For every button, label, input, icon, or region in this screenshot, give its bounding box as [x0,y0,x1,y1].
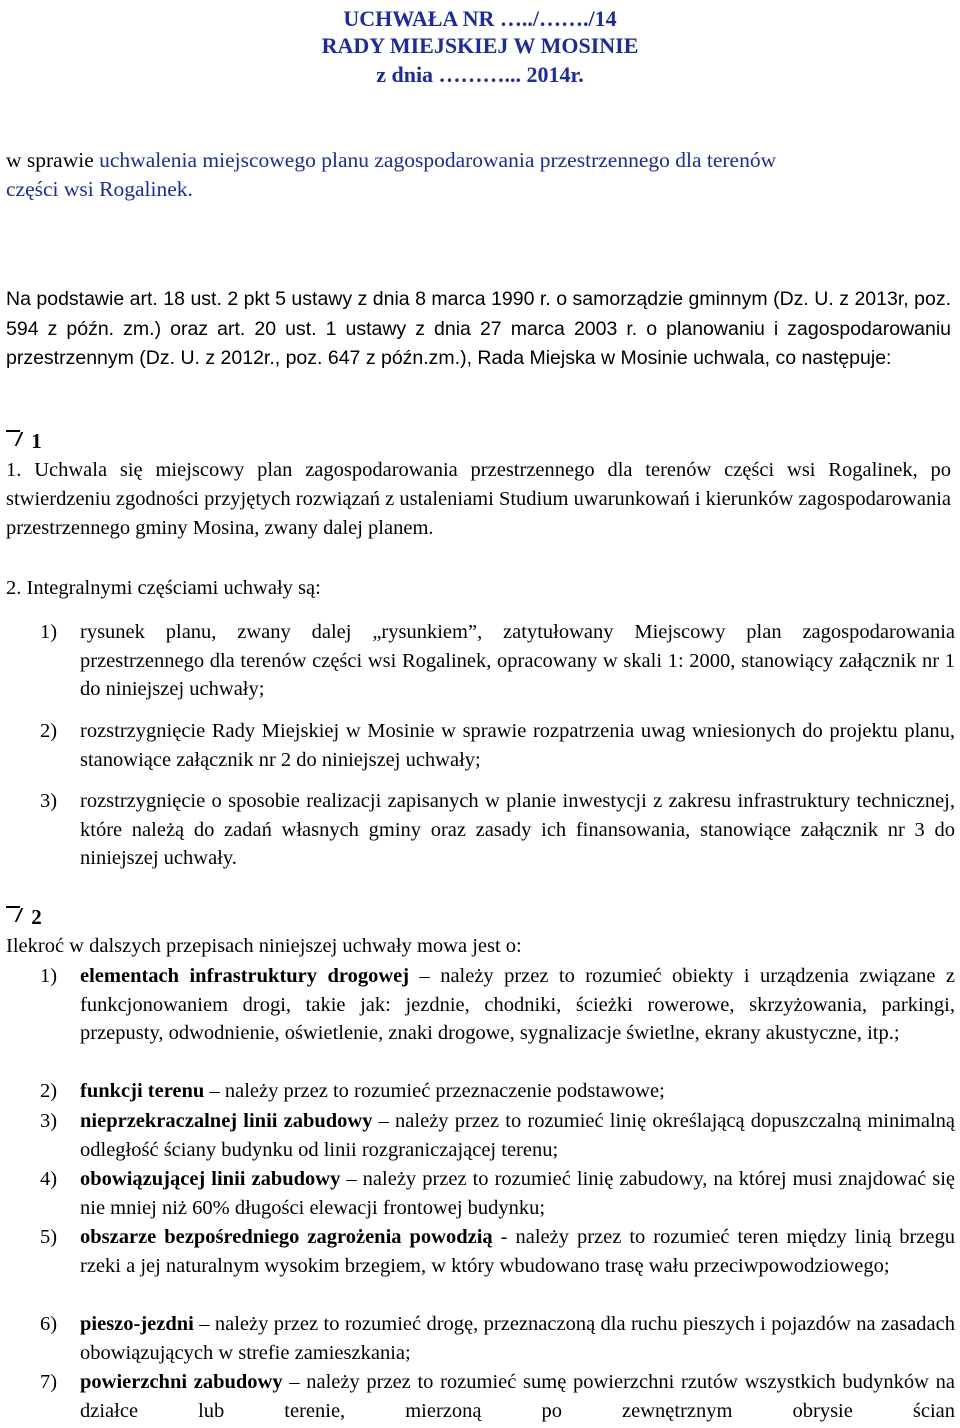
definitions-intro: Ilekroć w dalszych przepisach niniejszej uchwały mowa jest o: [6,935,522,957]
section-1-paragraph-1 [6,456,951,543]
definition-term: pieszo-jezdni [80,1313,194,1335]
definition-text: – należy przez to rozumieć linię zabudowy, na której musi znajdować się nie mniej niż 60% długości elewacji frontowej budynku; [80,1168,955,1219]
paragraph-1-text: Uchwala się miejscowy plan zagospodarowania przestrzennego dla terenów części wsi Rogalinek, po stwierdzeniu zgodności przyjętych rozwiązań z ustaleniami Studium uwarunkowań i kierunków zagospodarowania przestrzennego gminy Mosina, zwany dalej planem. [6,459,952,539]
council-name: RADY MIEJSKIEJ W MOSINIE [321,33,639,58]
list-item-text: rozstrzygnięcie Rady Miejskiej w Mosinie w sprawie rozpatrzenia uwag wniesionych do projektu planu, stanowiące załącznik nr 2 do niniejszej uchwały; [80,720,955,771]
resolution-number: UCHWAŁA NR …../……./14 [343,6,617,31]
section-1-paragraph-2 [6,574,951,603]
definition-text: - należy przez to rozumieć teren między linią brzegu rzeki a jej naturalnym wysokim brzegiem, w który wbudowano trasę wału przeciwpowodziowego; [80,1226,955,1277]
definition-text: – należy przez to rozumieć linię określającą dopuszczalną minimalną odległość ściany budynku od linii rozgraniczającej terenu; [80,1110,955,1161]
definition-number: 5) [40,1226,58,1248]
definition-term: obszarze bezpośredniego zagrożenia powodzią [80,1226,493,1248]
definition-number: 4) [40,1168,58,1190]
paragraph-2-number: 2. [6,577,22,599]
legal-basis: Na podstawie art. 18 ust. 2 pkt 5 ustawy z dnia 8 marca 1990 r. o samorządzie gminnym (Dz. U. z 2013r, poz. 594 z późn. zm.) oraz art. 20 ust. 1 ustawy z dnia 27 marca 2003 r. o planowaniu i zagospodarowaniu przestrzennym (Dz. U. z 2012r., poz. 647 z późn.zm.), Rada Miejska w Mosinie uchwala, co następuje: [6,288,951,369]
paragraph-2-text: Integralnymi częściami uchwały są: [26,577,321,599]
definition-text: – należy przez to rozumieć sumę powierzchni rzutów wszystkich budynków na działce lub terenie, mierzoną po zewnętrznym obrysie ścian [80,1371,955,1422]
definition-term: powierzchni zabudowy [80,1371,283,1393]
subject-line-1: uchwalenia miejscowego planu zagospodarowania przestrzennego dla terenów [99,148,777,172]
definition-term: nieprzekraczalnej linii zabudowy [80,1110,373,1132]
definition-text: – należy przez to rozumieć obiekty i urządzenia związane z funkcjonowaniem drogi, takie jak: jezdnie, chodniki, ścieżki rowerowe, skrzyżowania, parkingi, przepusty, odwodnienie, oświetlenie, znaki drogowe, sygnalizacje świetlne, ekrany akustyczne, itp.; [80,965,955,1044]
section-1-number: 1 [31,429,42,453]
definition-text: – należy przez to rozumieć przeznaczenie podstawowe; [204,1080,665,1102]
definition-number: 3) [40,1110,58,1132]
section-2-heading [6,904,42,932]
list-item-number: 1) [40,621,58,643]
definition-number: 2) [40,1080,58,1102]
definition-number: 6) [40,1313,58,1335]
list-item-number: 2) [40,720,58,742]
definition-term: elementach infrastruktury drogowej [80,965,410,987]
list-item-number: 3) [40,790,58,812]
definition-text: – należy przez to rozumieć drogę, przeznaczoną dla ruchu pieszych i pojazdów na zasadach obowiązujących w strefie zamieszkania; [80,1313,955,1364]
subject-line-2: części wsi Rogalinek. [6,177,193,201]
section-sign-icon [6,906,20,932]
definition-number: 7) [40,1371,58,1393]
resolution-date: z dnia ………... 2014r. [376,62,584,87]
list-item-text: rysunek planu, zwany dalej „rysunkiem”, zatytułowany Miejscowy plan zagospodarowania przestrzennego dla terenów części wsi Rogalinek, opracowany w skali 1: 2000, stanowiący załącznik nr 1 do niniejszej uchwały; [80,621,955,700]
section-1-heading [6,428,42,456]
definition-term: funkcji terenu [80,1080,205,1102]
subject-prefix: w sprawie [6,148,100,172]
paragraph-1-number: 1. [6,459,22,481]
section-sign-icon [6,430,20,456]
resolution-subject [6,146,951,204]
definition-term: obowiązującej linii zabudowy [80,1168,341,1190]
definition-number: 1) [40,965,58,987]
section-2-number: 2 [31,905,42,929]
list-item-text: rozstrzygnięcie o sposobie realizacji zapisanych w planie inwestycji z zakresu infrastruktury technicznej, które należą do zadań własnych gminy oraz zasady ich finansowania, stanowiące załącznik nr 3 do niniejszej uchwały. [80,790,955,869]
